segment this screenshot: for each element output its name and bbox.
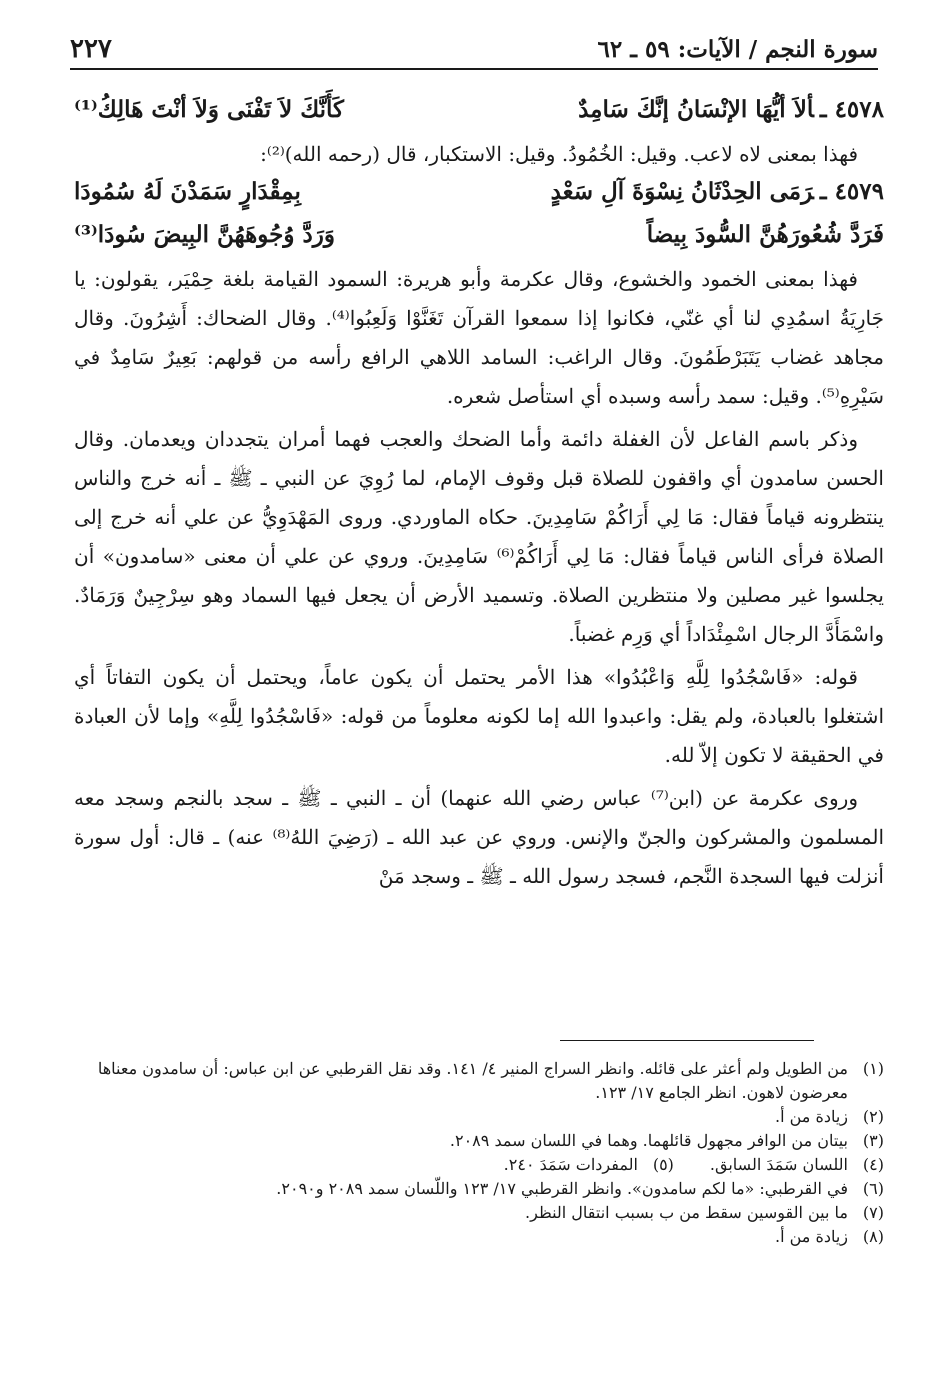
footnote-text: زيادة من أ. bbox=[774, 1227, 848, 1246]
footnote-number: (١) bbox=[862, 1059, 884, 1078]
verse-hemistich-right: فَرَدَّ شُعُورَهُنَّ السُّودَ بِيضاً bbox=[646, 221, 884, 248]
verse-text: ألاَ أيُّهَا الإنْسَانُ إنَّكَ سَامِدٌ bbox=[578, 96, 814, 123]
footnote-text: بيتان من الوافر مجهول قائلهما. وهما في اللسان سمد ٢٠٨٩. bbox=[449, 1131, 848, 1150]
verse-hemistich-right bbox=[551, 178, 884, 205]
footnote-number: (٤) bbox=[862, 1155, 884, 1174]
paragraph: فهذا بمعنى الخمود والخشوع، وقال عكرمة وأبو هريرة: السمود القيامة بلغة حِمْيَر، يقولون: يا جَارِيَةُ اسمُدِي لنا أي غنّي، فكانوا إذا سمعوا القرآن تَغَنَّوْا وَلَعِبُوا⁽⁴⁾. وقال الضحاك: أَشِرُونَ. وقال مجاهد غضاب يَتَبَرْطَمُونَ. وقال الراغب: السامد اللاهي الرافع رأسه من قولهم: بَعِيرٌ سَامِدٌ في سَيْرِهِ⁽⁵⁾. وقيل: سمد رأسه وسبده أي استأصل شعره. bbox=[74, 267, 885, 408]
footnote-number: (٣) bbox=[862, 1131, 884, 1150]
verse-text: رَمَى الحِدْثَانُ نِسْوَةَ آلِ سَعْدٍ bbox=[550, 178, 814, 205]
page-number: ٢٢٧ bbox=[70, 34, 112, 64]
footnote-text: ما بين القوسين سقط من ب بسبب انتقال النظر. bbox=[525, 1203, 848, 1222]
paragraph: فهذا بمعنى لاه لاعب. وقيل: الخُمُودُ. وقيل: الاستكبار، قال (رحمه الله)⁽²⁾: bbox=[260, 142, 858, 166]
footnote bbox=[74, 1201, 884, 1225]
footnote-rule bbox=[560, 1040, 814, 1041]
verse-4579-line-1 bbox=[74, 174, 884, 217]
footnote-number: (٦) bbox=[862, 1179, 884, 1198]
footnote-text: اللسان سَمَدَ السابق. bbox=[709, 1155, 848, 1174]
footnote-text: من الطويل ولم أعثر على قائله. وانظر السراج المنير ٤/ ١٤١. وقد نقل القرطبي عن ابن عباس: أن سامدون معناها معرضون لاهون. انظر الجامع ١٧/ ١٢٣. bbox=[97, 1059, 848, 1102]
footnote bbox=[710, 1153, 884, 1177]
verse-number: ٤٥٧٩ ـ bbox=[819, 178, 884, 205]
surah-title: سورة النجم / الآيات: ٥٩ ـ ٦٢ bbox=[597, 36, 878, 63]
footnote-text: زيادة من أ. bbox=[774, 1107, 848, 1126]
header-rule bbox=[70, 68, 878, 70]
footnote bbox=[74, 1129, 884, 1153]
paragraph: قوله: «فَاسْجُدُوا لِلَّهِ وَاعْبُدُوا» هذا الأمر يحتمل أن يكون عاماً، ويحتمل أن يكون التفاتاً أي اشتغلوا بالعبادة، ولم يقل: واعبدوا الله إما لكونه معلوماً من قوله: «فَاسْجُدُوا لِلَّهِ» وإما لأن العبادة في الحقيقة لا تكون إلاّ لله. bbox=[74, 665, 884, 767]
footnote bbox=[504, 1153, 674, 1177]
verse-hemistich-right bbox=[578, 96, 884, 123]
footnote bbox=[74, 1225, 884, 1249]
main-text bbox=[74, 92, 884, 896]
footnote-number: (٥) bbox=[652, 1155, 674, 1174]
footnote-number: (٧) bbox=[862, 1203, 884, 1222]
footnote-number: (٨) bbox=[862, 1227, 884, 1246]
verse-4578 bbox=[74, 92, 884, 135]
footnotes bbox=[74, 1057, 884, 1249]
page-header bbox=[70, 34, 878, 68]
paragraph: وروى عكرمة عن (ابن⁽⁷⁾ عباس رضي الله عنهما) أن ـ النبي ـ ﷺ ـ سجد بالنجم وسجد معه المسلمون والمشركون والجنّ والإنس. وروي عن عبد الله ـ (رَضِيَ اللهُ⁽⁸⁾ عنه) ـ قال: أول سورة أنزلت فيها السجدة النَّجم، فسجد رسول الله ـ ﷺ ـ وسجد مَنْ bbox=[74, 786, 885, 888]
verse-hemistich-left: كَأَنَّكَ لاَ تَفْنَى وَلاَ أنْتَ هَالِكُ⁽¹⁾ bbox=[74, 96, 344, 123]
footnote-row bbox=[74, 1153, 884, 1177]
footnote bbox=[74, 1177, 884, 1201]
paragraph: وذكر باسم الفاعل لأن الغفلة دائمة وأما الضحك والعجب فهما أمران يتجددان ويعدمان. وقال الحسن سامدون أي واقفون للصلاة قبل وقوف الإمام، لما رُوِيَ عن النبي ـ ﷺ ـ أنه خرج والناس ينتظرونه قياماً فقال: مَا لِي أَرَاكُمْ سَامِدِينَ. حكاه الماوردي. وروى المَهْدَوِيُّ عن علي أنه خرج إلى الصلاة فرأى الناس قياماً فقال: مَا لِي أَرَاكُمْ⁽⁶⁾ سَامِدِينَ. وروي عن علي أن معنى «سامدون» أن يجلسوا غير مصلين ولا منتظرين الصلاة. وتسميد الأرض أن يجعل فيها السماد وهو سِرْجِينٌ وَرَمَادٌ. واسْمَأَدَّ الرجال اسْمِئْدَاداً أي وَرِم غضباً. bbox=[74, 427, 884, 646]
verse-number: ٤٥٧٨ ـ bbox=[819, 96, 884, 123]
verse-4579-line-2 bbox=[74, 217, 884, 260]
footnote bbox=[74, 1057, 884, 1105]
verse-hemistich-left: بِمِقْدَارٍ سَمَدْنَ لَهُ سُمُودَا bbox=[74, 178, 301, 205]
verse-hemistich-left: وَرَدَّ وُجُوهَهُنَّ البِيضَ سُودَا⁽³⁾ bbox=[74, 221, 335, 248]
footnote-number: (٢) bbox=[862, 1107, 884, 1126]
footnote-text: في القرطبي: «ما لكم سامدون». وانظر القرطبي ١٧/ ١٢٣ واللّسان سمد ٢٠٨٩ و٢٠٩٠. bbox=[276, 1179, 848, 1198]
footnote bbox=[74, 1105, 884, 1129]
footnote-text: المفردات سَمَدَ ٢٤٠. bbox=[503, 1155, 638, 1174]
